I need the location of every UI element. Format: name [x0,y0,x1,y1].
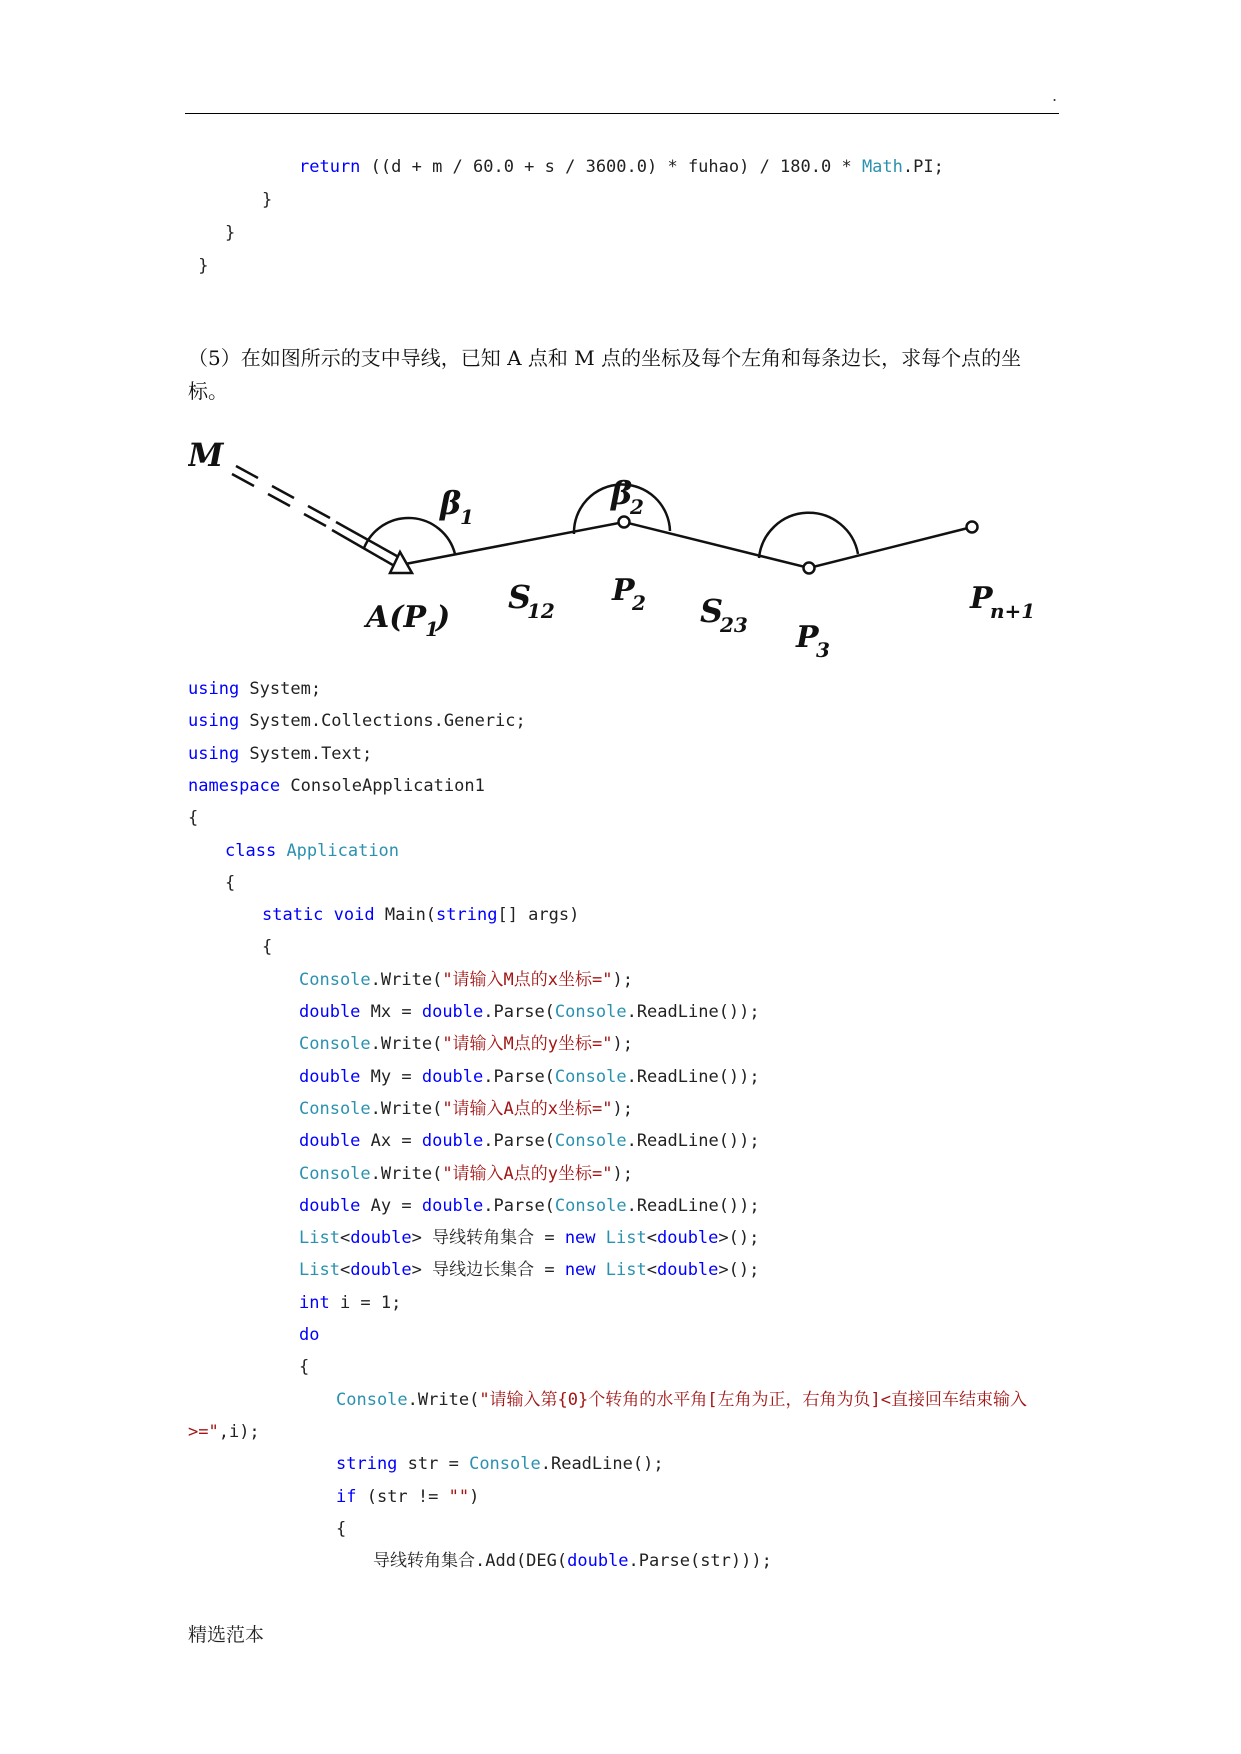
label-s12-sub: 12 [527,599,555,623]
code-token: System; [239,679,322,699]
code-token: ); [612,969,633,990]
code-token: "请输入M点的x坐标=" [442,969,613,990]
code-line [299,1034,633,1054]
footer-text: 精选范本 [188,1624,265,1646]
code-token: static [262,905,324,926]
code-token: "请输入M点的y坐标=" [442,1034,613,1055]
code-token: >(); [718,1228,760,1249]
code-line [262,190,272,210]
problem-text: （5）在如图所示的支中导线，已知 A 点和 M 点的坐标及每个左角和每条边长，求每个点的坐标。 [188,346,1022,403]
traverse-line [400,522,972,568]
code-token: .Parse( [483,1131,555,1152]
label-beta2: β [611,474,633,512]
code-token: double [421,1002,484,1022]
code-line [262,937,272,957]
code-token: .ReadLine()); [626,1002,760,1022]
code-token [596,1228,606,1248]
code-token: ); [612,1034,633,1055]
code-token: using [188,743,240,764]
code-token: { [188,808,199,829]
code-line [299,1260,759,1280]
code-token: double [656,1228,719,1249]
code-token: double [421,1195,484,1216]
code-line [299,1196,760,1216]
code-token: { [299,1357,310,1378]
code-token: 导线转角集合.Add(DEG( [373,1551,568,1572]
code-token: { [336,1518,347,1539]
code-line [299,1228,759,1248]
code-token: "" [448,1486,470,1507]
code-token: double [299,1195,361,1216]
code-token: List [605,1260,647,1281]
code-token: do [299,1325,320,1345]
code-line [336,1454,664,1474]
code-token: int [299,1292,330,1313]
beta3-arc [759,513,858,558]
label-pn1-sub: n+1 [990,599,1036,623]
point-pn1-marker [967,522,978,533]
code-token: My = [360,1066,422,1087]
code-token: } [262,190,273,210]
code-token: Console [336,1389,408,1410]
code-token: double [299,1131,361,1152]
label-s23-sub: 23 [720,613,748,637]
code-token: < [646,1260,657,1281]
code-token: double [299,1002,361,1022]
header-dot: . [1052,86,1058,105]
code-line [225,841,399,861]
code-token: Console [469,1454,541,1475]
code-token: new [564,1228,596,1249]
code-token: Console [554,1195,627,1216]
code-token: double [350,1228,412,1249]
code-token: } [225,223,236,243]
label-beta1-sub: 1 [460,505,474,529]
point-p3-marker [804,563,815,574]
label-beta1: β [440,484,462,522]
code-token: str = [397,1454,470,1475]
code-token: i = 1; [329,1292,402,1313]
code-token: .Parse( [483,1002,555,1022]
code-token: { [262,937,273,958]
code-token: Main( [374,905,437,926]
code-token: double [567,1551,629,1572]
code-token [596,1260,606,1280]
code-token: Console [299,969,371,990]
code-token: Console [554,1131,627,1152]
code-token: > 导线边长集合 = [411,1260,565,1281]
code-line [225,873,235,893]
code-token: void [333,905,375,926]
code-token: Console [299,1034,371,1055]
code-token: [] args) [497,905,580,926]
code-token: double [421,1131,484,1152]
code-token: Application [286,840,400,861]
code-token: .Parse( [483,1066,555,1087]
code-token: ((d + m / 60.0 + s / 3600.0) * fuhao) / 180.0 * [360,157,862,177]
label-a-sub: 1 [425,617,439,641]
code-token: List [299,1260,340,1281]
code-token: List [605,1228,647,1249]
code-token: .Write( [370,1034,443,1055]
code-token: ) [469,1486,480,1507]
code-token: new [564,1260,596,1281]
code-token: .Write( [370,1163,443,1184]
code-line [299,1099,633,1119]
code-token: double [299,1066,361,1087]
code-token: Console [299,1098,371,1119]
code-token: Math [861,157,903,177]
code-line [188,711,526,731]
code-token: < [339,1228,351,1249]
code-line [299,1325,319,1345]
code-token: > 导线转角集合 = [411,1228,565,1249]
code-line [299,1357,309,1377]
code-line [299,1293,401,1313]
traverse-diagram [188,430,1058,670]
code-line [225,223,235,243]
code-token: System.Text; [239,743,373,764]
code-token: namespace [188,775,281,796]
code-token: >=" [188,1421,219,1442]
code-line [188,776,485,796]
code-token: .Write( [370,1098,443,1119]
code-line [299,1164,633,1184]
label-beta2-sub: 2 [630,495,644,519]
code-line [188,256,208,276]
code-token: Mx = [360,1002,422,1022]
code-token: string [336,1454,398,1475]
code-token: if [336,1486,357,1507]
code-token: ); [612,1098,633,1119]
code-token: List [299,1228,340,1249]
code-token: System.Collections.Generic; [239,711,526,732]
code-token: >(); [718,1260,760,1281]
code-token: ConsoleApplication1 [280,775,485,796]
code-token [323,905,333,925]
code-token: Ay = [360,1195,422,1216]
label-s12: S [508,578,532,616]
code-token: (str != [356,1486,449,1507]
code-token: .PI; [902,157,944,177]
code-token: class [225,840,277,861]
code-line [336,1487,479,1507]
label-a: A(P [366,600,427,635]
code-token: .Parse( [483,1195,555,1216]
code-token: < [339,1260,351,1281]
code-line [299,157,944,177]
code-token: double [656,1260,719,1281]
code-token: .ReadLine()); [626,1195,760,1216]
code-line [262,905,579,925]
code-line [188,1422,260,1442]
code-token: Console [554,1066,627,1087]
code-line [336,1519,346,1539]
code-token: .ReadLine()); [626,1131,760,1152]
code-line [299,1067,760,1087]
code-token: "请输入A点的x坐标=" [442,1098,613,1119]
label-m: M [188,436,224,474]
code-token: .Write( [370,969,443,990]
label-a-close: ) [436,600,451,635]
label-pn1: P [970,581,993,616]
code-line [299,1131,760,1151]
point-p2-marker [619,517,630,528]
code-token: Ax = [360,1131,422,1152]
header-rule [185,113,1059,114]
code-token: } [188,256,209,276]
code-token: using [188,711,240,732]
code-line [299,970,633,990]
m-direction-line [232,466,404,568]
code-token: "请输入A点的y坐标=" [442,1163,613,1184]
label-p3: P [796,620,819,655]
code-token: .ReadLine(); [540,1454,664,1475]
code-token: using [188,679,240,699]
code-line [188,744,372,764]
label-p3-sub: 3 [816,638,830,662]
code-token: .Write( [407,1389,480,1410]
code-token: return [299,157,361,177]
code-line [336,1390,1027,1410]
code-token: Console [299,1163,371,1184]
label-p2: P [612,573,635,608]
code-line [373,1551,772,1571]
label-s23: S [700,592,724,630]
label-p2-sub: 2 [632,591,646,615]
beta1-arc [364,518,455,554]
code-line [299,1002,760,1022]
code-line [188,808,198,828]
code-token: double [421,1066,484,1087]
code-token: ,i); [218,1421,260,1442]
code-token: string [436,905,498,926]
code-line [188,679,321,699]
code-token: { [225,872,236,893]
code-token: .ReadLine()); [626,1066,760,1087]
code-token: .Parse(str))); [628,1551,772,1572]
code-token: < [646,1228,657,1249]
code-token: Console [554,1002,627,1022]
code-token [276,841,286,861]
code-token: double [350,1260,412,1281]
code-token: "请输入第{0}个转角的水平角[左角为正，右角为负]<直接回车结束输入 [479,1389,1027,1410]
code-token: ); [612,1163,633,1184]
